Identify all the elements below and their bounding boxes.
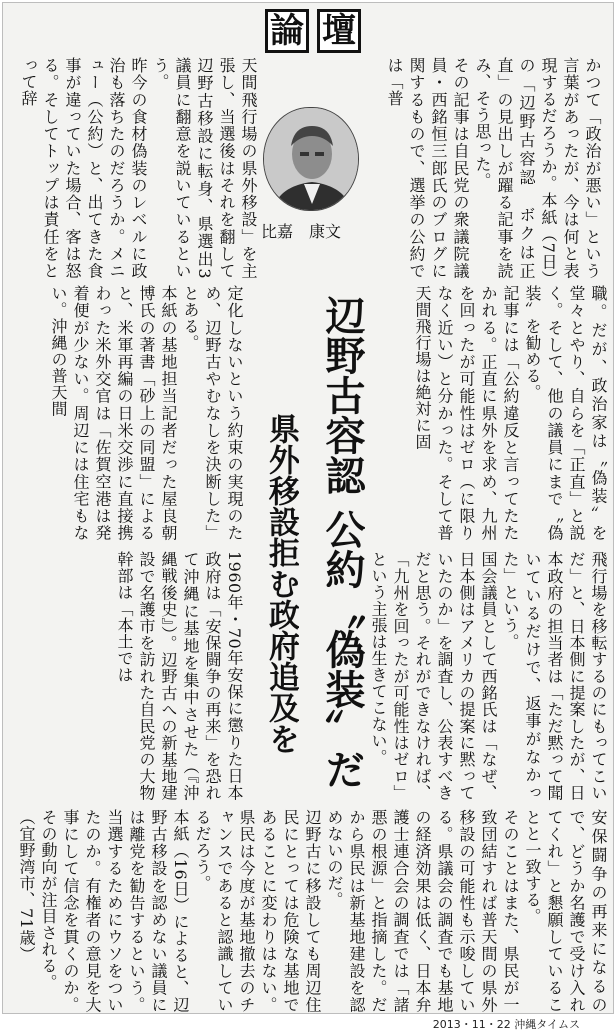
paragraph: そのことはまた、県民が一致団結すれば普天間の県外移設の可能性も示唆している。県議会の調査でも基地の経済効果は低く、日本弁護士連合会の調査では「諸悪の根源」と指摘した。だから県民は新基地建設を認めないのだ。 <box>325 809 520 1013</box>
column-r4 <box>9 809 609 1013</box>
column-r1-left <box>9 57 259 279</box>
paragraph: 天間飛行場の県外移設」を主張し、当選後はそれを翻して辺野古移設に転身、県選出3議員に翻意を説いているという。 <box>151 57 258 279</box>
column-r3-left <box>9 551 245 801</box>
column-r3-right <box>369 551 609 801</box>
author-signature: （宜野湾市、71歳） <box>17 809 36 963</box>
portrait-icon <box>264 108 359 211</box>
newspaper-clipping <box>2 2 614 1014</box>
column-r2-right <box>369 285 609 541</box>
author-photo <box>263 107 359 211</box>
paragraph: 飛行場を移転するのにもってこいだ」と、日本側に提案したが、日本政府の担当者は「ただ黙って聞いているだけで、返事がなかった」という。 <box>501 551 608 801</box>
source-footer <box>433 1016 580 1032</box>
paragraph: 国会議員として西銘氏は「なぜ、日本側はアメリカの提案に黙っていたのか」を調査し、公表すべきだと思う。それができなければ、「九州を回ったが可能性はゼロ」という主張は生きてこない。 <box>369 551 498 801</box>
paragraph: 職。だが、政治家は〝偽装〟を堂々とやり、自らを「正直」と説く。そして、他の議員にまで〝偽装〟を勧める。 <box>523 285 608 541</box>
column-r2-left <box>9 285 245 541</box>
header-char-dan: 壇 <box>317 9 361 53</box>
author-name: 比嘉 康文 <box>261 222 342 241</box>
header-char-ron: 論 <box>265 9 309 53</box>
paragraph: 本紙（16日）によると、辺野古移設を認めない議員には離党を勧告するという。当選するためにウソをついたのか。有権者の意見を大事にして信念を貫くのか。その動向が注目される。 <box>39 809 190 1013</box>
paragraph: その記事は自民党の衆議院議員・西銘恒三郎氏のブログに関するもので、選挙の公約では「普 <box>385 57 470 279</box>
headline-main: 辺野古容認 公約〝偽装〟だ <box>319 295 365 789</box>
headline-sub: 県外移設拒む政府追及を <box>263 413 299 754</box>
section-header <box>265 9 361 53</box>
paragraph: かつて「政治が悪い」という言葉があったが、今は何と表現するだろうか。本紙（7日）の「辺野古容認 ボクは正直」の見出しが躍る記事を読み、そう思った。 <box>473 57 602 279</box>
paragraph: 昨今の食材偽装のレベルに政治も落ちたのだろうか。メニュー（公約）と、出てきた食事が違っていた場合、客は怒る。そしてトップは責任をとって辞 <box>19 57 148 279</box>
footer-date: 2013・11・22 <box>432 1018 511 1031</box>
paragraph: 本紙の基地担当記者だった屋良朝博氏の著書「砂上の同盟」によると、米軍再編の日米交渉に直接携わった米外交官は「佐賀空港は発着便が少ない。周辺には住宅もない。沖縄の普天間 <box>49 285 178 541</box>
column-r1-right <box>383 57 603 279</box>
paragraph: 記事には「公約違反と言ってたたかれる。正直に県外を求め、九州を回ったが可能性はゼロ（に限りなく近い）と分かった。そして普天間飛行場は絶対に固 <box>413 285 520 541</box>
paragraph: 1960年・70年安保に懲りた日本政府は「安保闘争の再来」を恐れて沖縄に基地を集中させた（『沖縄戦後史』）。辺野古への新基地建設で名護市を訪れた自民党の大物幹部は「本土では <box>115 551 244 801</box>
footer-paper: 沖縄タイムス <box>514 1018 580 1031</box>
paragraph: 辺野古に移設しても周辺住民にとっては危険な基地であることに変わりはない。県民は今度が基地撤去のチャンスであると認識しているだろう。 <box>193 809 322 1013</box>
paragraph: 安保闘争の再来になるので、どうか名護で受け入れてくれ」と懇願していることと一致する。 <box>523 809 608 1013</box>
paragraph: 定化しないという約束の実現のため、辺野古やむなしを決断した」とある。 <box>181 285 244 541</box>
